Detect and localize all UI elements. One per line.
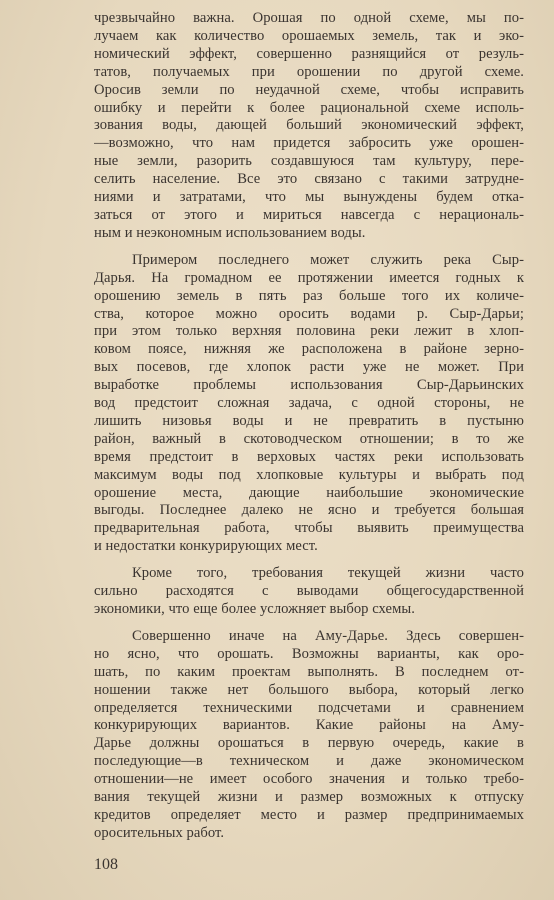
text-line: но ясно, что орошать. Возможны варианты, как оро- [94,645,524,662]
text-line: —возможно, что нам придется забросить уже орошен- [94,135,524,152]
text-line: татов, получаемых при орошении по другой схеме. [94,63,524,80]
text-line: Дарье должны орошаться в первую очередь, какие в [94,735,524,752]
text-line: последующие—в техническом и даже экономическом [94,753,524,770]
text-line: выгоды. Последнее далеко не ясно и требуется большая [94,502,524,519]
text-line: лучаем как количество орошаемых земель, так и эко- [94,27,524,44]
text-line: оросительных работ. [94,824,225,841]
text-line: ным и неэкономным использованием воды. [94,224,366,241]
text-line: шать, по каким проектам выполнять. В последнем от- [94,663,524,680]
text-line: отношении—не имеет особого значения и только требо- [94,771,524,788]
text-line: ошибку и перейти к более рациональной схеме исполь- [94,99,524,116]
text-line: Дарья. На громадном ее протяжении имеется годных к [94,269,524,286]
text-line: определяется техническими подсчетами и сравнением [94,699,524,716]
text-line: орошение места, дающие наибольшие экономические [94,484,524,501]
text-line: экономики, что еще более усложняет выбор схемы. [94,601,415,617]
text-line: время предстоит в верховых частях реки использовать [94,448,524,465]
text-line: ные земли, разорить создавшуюся там культуру, пере- [94,153,524,170]
text-line: ковом поясе, нижняя же расположена в районе зерно- [94,341,524,358]
paragraph-3 [94,565,524,619]
text-line: вания текущей жизни и размер возможных к отпуску [94,789,524,806]
text-line: кредитов определяет место и размер предпринимаемых [94,806,524,823]
paragraph-1 [94,10,524,243]
text-line: вых посевов, где хлопок расти уже не может. При [94,359,524,376]
paragraph-2 [94,252,524,556]
text-line: и недостатки конкурирующих мест. [94,538,318,555]
text-line: селить население. Все это связано с такими затрудне- [94,171,524,188]
body-text [94,10,524,843]
text-line: ниями и затратами, что мы вынуждены будем отка- [94,189,524,206]
text-line: выработке проблемы использования Сыр-Дарьинских [94,377,524,394]
text-line: чрезвычайно важна. Орошая по одной схеме, мы по- [94,10,524,26]
text-line: Примером последнего может служить река Сыр- [132,251,524,268]
text-line: Кроме того, требования текущей жизни часто [132,565,524,582]
text-line: вод предстоит сложная задача, с одной стороны, не [94,395,524,412]
text-line: ства, которое можно оросить водами р. Сыр-Дарьи; [94,305,524,322]
text-line: заться от этого и мириться навсегда с нерациональ- [94,206,524,223]
text-line: ношении также нет большого выбора, который легко [94,681,524,698]
text-line: предварительная работа, чтобы выявить преимущества [94,520,524,537]
text-line: Оросив земли по неудачной схеме, чтобы исправить [94,81,524,98]
text-line: номический эффект, совершенно разнящийся от резуль- [94,45,524,62]
text-line: район, важный в скотоводческом отношении; в то же [94,430,524,447]
text-line: сильно расходятся с выводами общегосударственной [94,583,524,600]
text-line: при этом только верхняя половина реки лежит в хлоп- [94,323,524,340]
paragraph-4 [94,628,524,843]
page-number: 108 [94,856,118,873]
text-line: зования воды, дающей больший экономический эффект, [94,117,524,134]
text-line: лишить низовья воды и не превратить в пустыню [94,412,524,429]
text-line: максимум воды под хлопковые культуры и выбрать под [94,466,524,483]
text-line: орошению земель в пять раз больше того их количе- [94,287,524,304]
text-line: Совершенно иначе на Аму-Дарье. Здесь совершен- [132,627,524,644]
text-line: конкурирующих вариантов. Какие районы на Аму- [94,717,524,734]
